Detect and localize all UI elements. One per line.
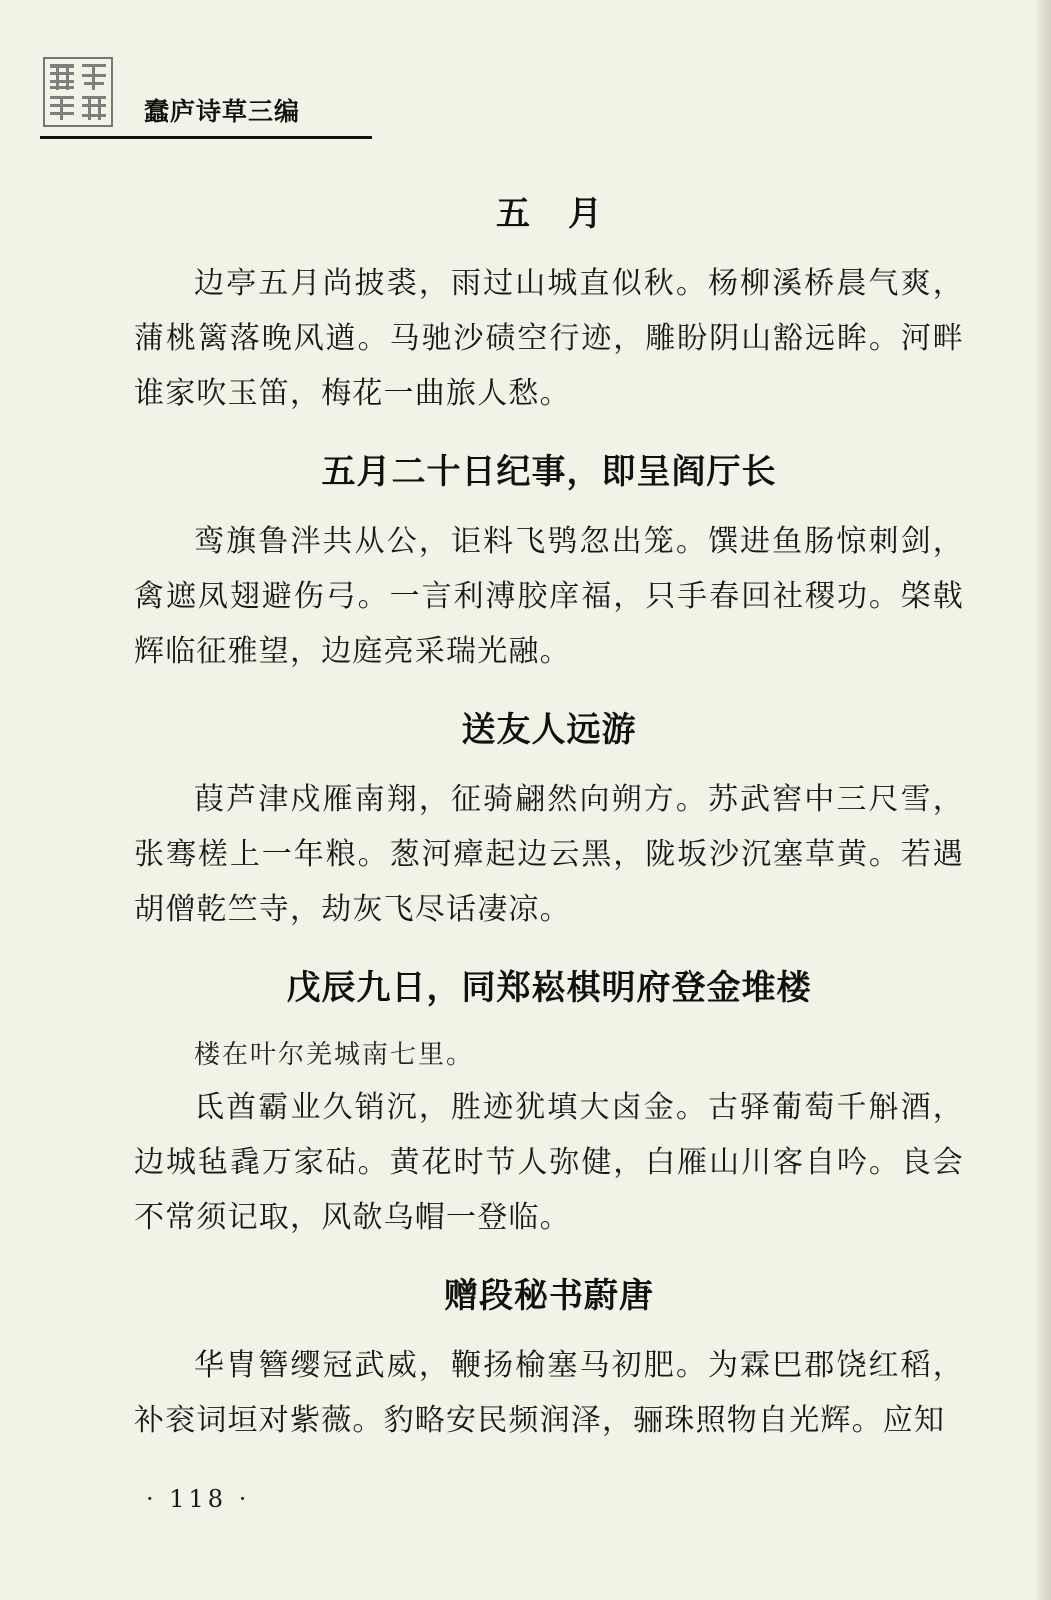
poem-line: 华胄簪缨冠武威，鞭扬榆塞马初肥。为霖巴郡饶红稻， bbox=[194, 1348, 964, 1383]
poem bbox=[134, 190, 964, 421]
poem-line: 补衮词垣对紫薇。豹略安民频润泽，骊珠照物自光辉。应知 bbox=[134, 1403, 946, 1438]
poem-title: 送友人远游 bbox=[461, 710, 637, 750]
poem-text bbox=[134, 1080, 964, 1245]
poem-text bbox=[134, 256, 964, 421]
poem-title: 五月 bbox=[496, 194, 640, 234]
header-rule bbox=[40, 136, 372, 139]
poem-line: 张骞槎上一年粮。葱河瘴起边云黑，陇坂沙沉塞草黄。若遇 bbox=[134, 837, 964, 872]
page-body bbox=[134, 190, 964, 1448]
page-number: · 118 · bbox=[146, 1485, 251, 1513]
poem bbox=[134, 1272, 964, 1448]
poem-line: 边亭五月尚披裘，雨过山城直似秋。杨柳溪桥晨气爽， bbox=[194, 266, 964, 301]
poem-title: 五月二十日纪事，即呈阎厅长 bbox=[321, 452, 777, 492]
poem-title: 戊辰九日，同郑崧棋明府登金堆楼 bbox=[286, 968, 812, 1008]
poem-line: 蒲桃篱落晚风遒。马驰沙碛空行迹，雕盼阴山豁远眸。河畔 bbox=[134, 321, 964, 356]
page-edge bbox=[1037, 0, 1051, 1600]
poem-line: 辉临征雅望，边庭亮采瑞光融。 bbox=[134, 634, 571, 669]
poem-line: 边城毡毳万家砧。黄花时节人弥健，白雁山川客自吟。良会 bbox=[134, 1145, 964, 1180]
running-header bbox=[40, 52, 370, 140]
poem-line: 葭芦津戍雁南翔，征骑翩然向朔方。苏武窖中三尺雪， bbox=[194, 782, 964, 817]
book-title: 蠢庐诗草三编 bbox=[144, 97, 301, 126]
poem-line: 氐酋霸业久销沉，胜迹犹填大卤金。古驿葡萄千斛酒， bbox=[194, 1090, 964, 1125]
poem-line: 谁家吹玉笛，梅花一曲旅人愁。 bbox=[134, 376, 571, 411]
poem-line: 鸾旗鲁泮共从公，讵料飞鸮忽出笼。馔进鱼肠惊刺剑， bbox=[194, 524, 964, 559]
poem-line: 禽遮凤翅避伤弓。一言利溥胶庠福，只手春回社稷功。棨戟 bbox=[134, 579, 964, 614]
poem bbox=[134, 964, 964, 1245]
poem-line: 胡僧乾竺寺，劫灰飞尽话凄凉。 bbox=[134, 892, 571, 927]
poem-text bbox=[134, 772, 964, 937]
poem bbox=[134, 706, 964, 937]
poem-text bbox=[134, 514, 964, 679]
seal-logo bbox=[42, 56, 114, 128]
poem bbox=[134, 448, 964, 679]
poem-text bbox=[134, 1338, 964, 1448]
poem-note: 楼在叶尔羌城南七里。 bbox=[194, 1040, 475, 1070]
poem-title: 赠段秘书蔚唐 bbox=[444, 1276, 654, 1316]
poem-line: 不常须记取，风欹乌帽一登临。 bbox=[134, 1200, 571, 1235]
